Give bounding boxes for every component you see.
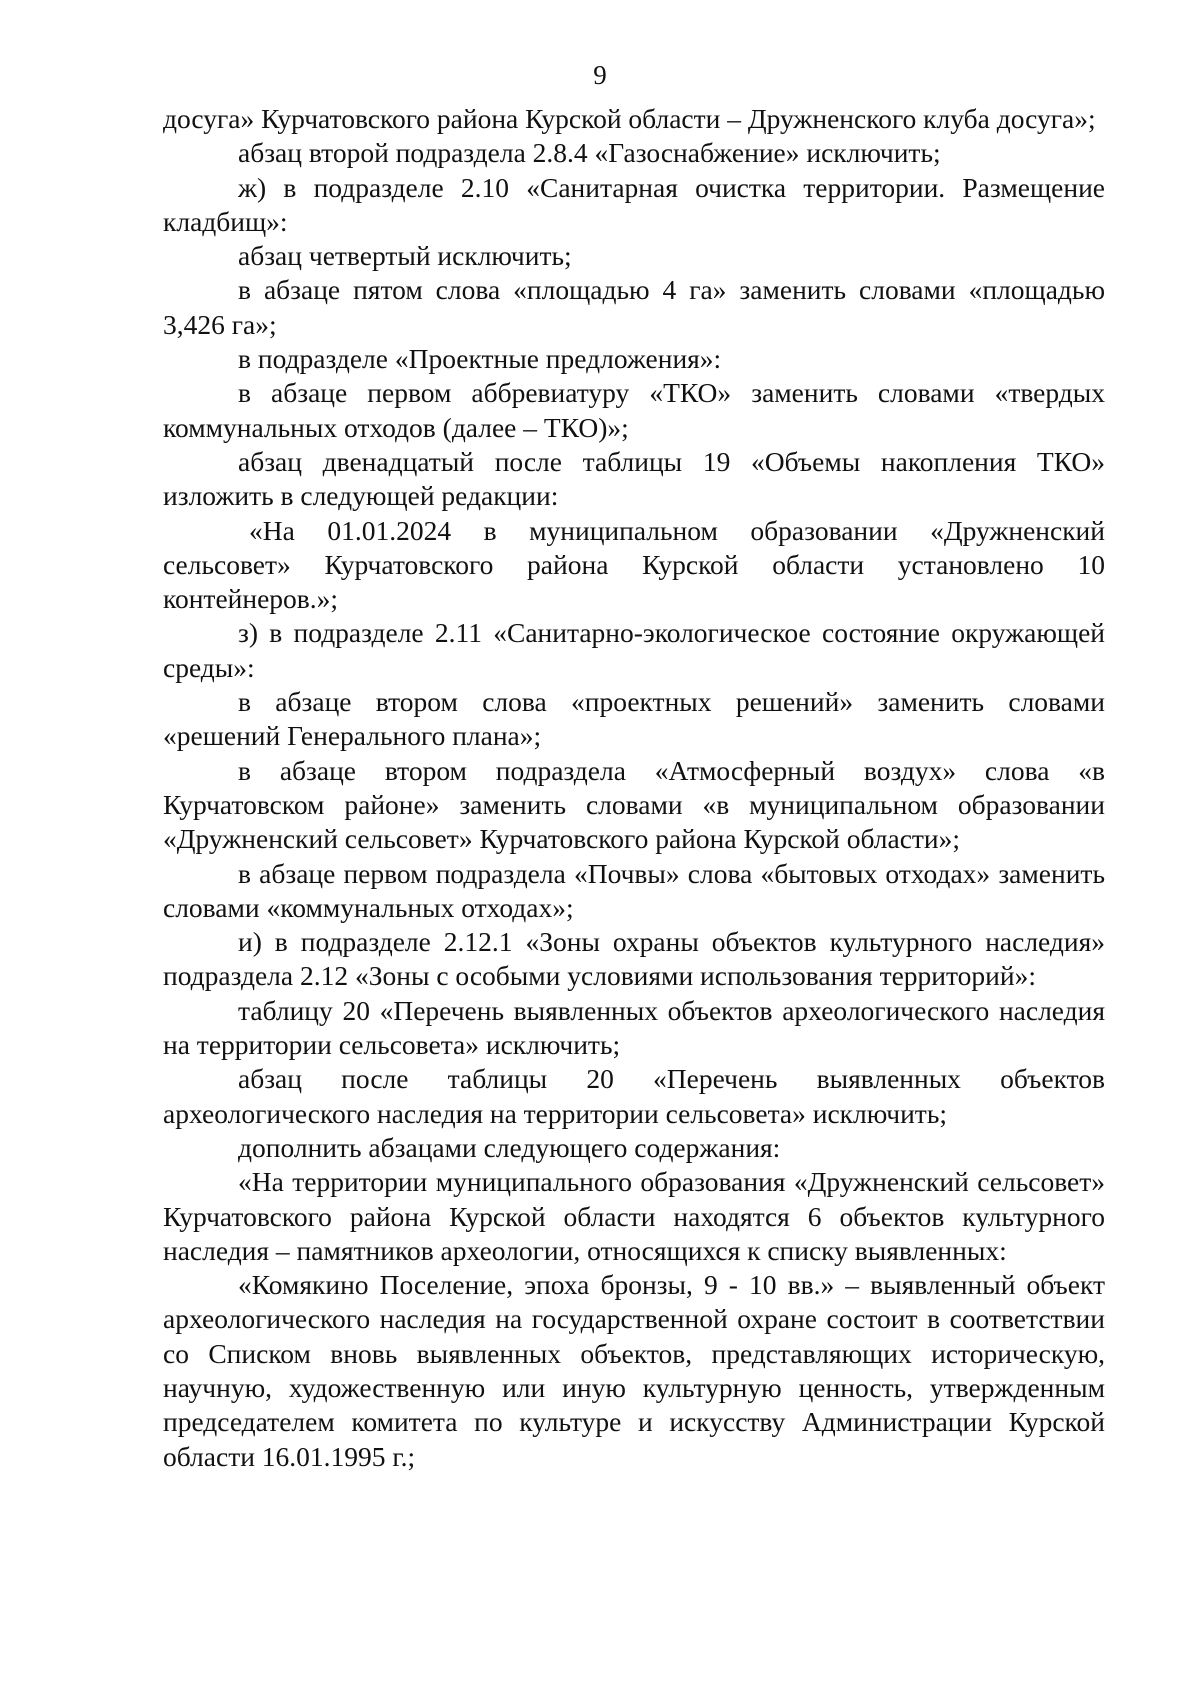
paragraph: «На 01.01.2024 в муниципальном образовании «Дружненский сельсовет» Курчатовского района Курской области установлено 10 контейнеров.»; [163, 514, 1105, 615]
paragraph: абзац двенадцатый после таблицы 19 «Объемы накопления ТКО» изложить в следующей редакции: [163, 445, 1105, 512]
page-number: 9 [593, 60, 607, 90]
paragraph: в абзаце первом аббревиатуру «ТКО» заменить словами «твердых коммунальных отходов (далее – ТКО)»; [163, 377, 1105, 443]
paragraph: «На территории муниципального образования «Дружненский сельсовет» Курчатовского района Курской области находятся 6 объектов культурного наследия – памятников археологии, относящихся к списку выявленных: [163, 1166, 1105, 1266]
paragraph: в абзаце первом подраздела «Почвы» слова «бытовых отходах» заменить словами «коммунальных отходах»; [163, 857, 1105, 923]
paragraph: з) в подразделе 2.11 «Санитарно-экологическое состояние окружающей среды»: [163, 617, 1105, 683]
paragraph: ж) в подразделе 2.10 «Санитарная очистка территории. Размещение кладбищ»: [163, 171, 1105, 237]
paragraph: в подразделе «Проектные предложения»: [238, 343, 722, 375]
paragraph: в абзаце втором подраздела «Атмосферный воздух» слова «в Курчатовском районе» заменить словами «в муниципальном образовании «Дружненский сельсовет» Курчатовского района Курской области»; [163, 754, 1105, 855]
paragraph: абзац после таблицы 20 «Перечень выявленных объектов археологического наследия на территории сельсовета» исключить; [163, 1063, 1105, 1129]
paragraph: «Комякино Поселение, эпоха бронзы, 9 - 10 вв.» – выявленный объект археологического наследия на государственной охране состоит в соответствии со Списком вновь выявленных объектов, представляющих историческую, научную, художественную или иную культурную ценность, утвержденным председателем комитета по культуре и искусству Администрации Курской области 16.01.1995 г.; [163, 1269, 1105, 1472]
document-body [163, 102, 1105, 1474]
paragraph: и) в подразделе 2.12.1 «Зоны охраны объектов культурного наследия» подраздела 2.12 «Зоны с особыми условиями использования территорий»: [163, 926, 1105, 992]
paragraph: таблицу 20 «Перечень выявленных объектов археологического наследия на территории сельсовета» исключить; [163, 994, 1105, 1061]
paragraph: досуга» Курчатовского района Курской области – Дружненского клуба досуга»; [163, 103, 1096, 134]
paragraph: в абзаце пятом слова «площадью 4 га» заменить словами «площадью 3,426 га»; [163, 274, 1105, 340]
paragraph: в абзаце втором слова «проектных решений» заменить словами «решений Генерального плана»; [163, 686, 1105, 752]
paragraph: абзац второй подраздела 2.8.4 «Газоснабжение» исключить; [238, 137, 941, 169]
paragraph: дополнить абзацами следующего содержания: [238, 1131, 781, 1163]
paragraph: абзац четвертый исключить; [238, 240, 572, 272]
